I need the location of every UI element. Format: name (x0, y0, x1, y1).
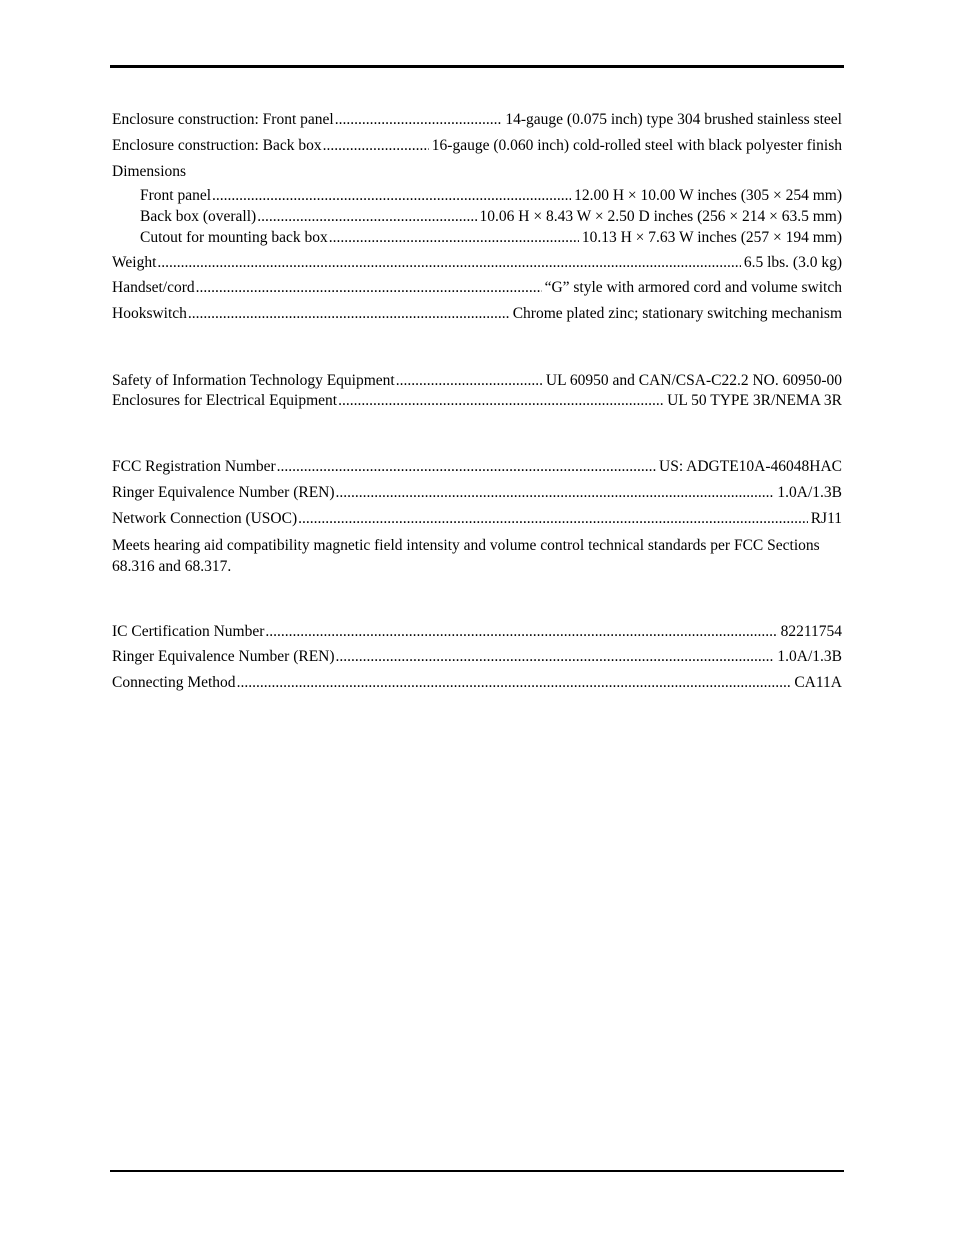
spec-label: Front panel (140, 187, 212, 204)
spec-row-dim-cutout (140, 228, 842, 248)
spec-label: Connecting Method (112, 674, 236, 691)
spec-row-hookswitch (112, 304, 842, 324)
spec-row-connecting (112, 673, 842, 693)
spec-value: US: ADGTE10A-46048HAC (659, 458, 842, 475)
spec-value: 10.13 H × 7.63 W inches (257 × 194 mm) (581, 229, 842, 246)
leader-dots (196, 278, 542, 298)
hac-note: Meets hearing aid compatibility magnetic field intensity and volume control technical standards per FCC Sections 68.316 and 68.317. (112, 537, 820, 575)
spec-row-weight (112, 253, 842, 273)
spec-row-enclosures (112, 391, 842, 411)
spec-row-ic-certification (112, 622, 842, 642)
spec-value: 10.06 H × 8.43 W × 2.50 D inches (256 × 214 × 63.5 mm) (479, 208, 842, 225)
spec-value: UL 60950 and CAN/CSA-C22.2 NO. 60950-00 (545, 372, 842, 389)
spec-row-back-box (112, 136, 842, 156)
leader-dots (237, 673, 792, 693)
spec-label: Hookswitch (112, 305, 187, 322)
spec-value: 16-gauge (0.060 inch) cold-rolled steel with black polyester finish (431, 137, 842, 154)
spec-label: Cutout for mounting back box (140, 229, 328, 246)
spec-row-network (112, 509, 842, 529)
leader-dots (212, 186, 571, 206)
spec-label: Enclosure construction: Front panel (112, 111, 334, 128)
spec-value: 14-gauge (0.075 inch) type 304 brushed stainless steel (505, 111, 842, 128)
spec-row-safety-it (112, 371, 842, 391)
dimensions-heading: Dimensions (112, 163, 187, 180)
leader-dots (257, 207, 476, 227)
leader-dots (298, 509, 808, 529)
spec-label: Ringer Equivalence Number (REN) (112, 648, 335, 665)
spec-value: Chrome plated zinc; stationary switching mechanism (512, 305, 842, 322)
spec-row-fcc-ren (112, 483, 842, 503)
spec-label: Enclosure construction: Back box (112, 137, 322, 154)
spec-label: Enclosures for Electrical Equipment (112, 392, 338, 409)
spec-row-fcc-registration (112, 457, 842, 477)
leader-dots (323, 136, 429, 156)
leader-dots (396, 371, 543, 391)
leader-dots (336, 647, 775, 667)
spec-value: 1.0A/1.3B (777, 648, 842, 665)
spec-label: Network Connection (USOC) (112, 510, 298, 527)
spec-row-ic-ren (112, 647, 842, 667)
spec-row-dim-back-box (140, 207, 842, 227)
spec-label: FCC Registration Number (112, 458, 276, 475)
header-rule (110, 65, 844, 68)
spec-label: Ringer Equivalence Number (REN) (112, 484, 335, 501)
spec-value: 12.00 H × 10.00 W inches (305 × 254 mm) (574, 187, 842, 204)
spec-row-dim-front-panel (140, 186, 842, 206)
footer-rule (110, 1170, 844, 1172)
leader-dots (329, 228, 579, 248)
leader-dots (188, 304, 510, 324)
leader-dots (335, 110, 503, 130)
spec-value: 1.0A/1.3B (777, 484, 842, 501)
leader-dots (265, 622, 777, 642)
spec-row-handset (112, 278, 842, 298)
spec-label: Back box (overall) (140, 208, 257, 225)
spec-value: CA11A (794, 674, 842, 691)
spec-value: “G” style with armored cord and volume switch (544, 279, 842, 296)
spec-label: Safety of Information Technology Equipment (112, 372, 395, 389)
leader-dots (157, 253, 740, 273)
leader-dots (338, 391, 664, 411)
spec-label: IC Certification Number (112, 623, 265, 640)
spec-value: 82211754 (780, 623, 842, 640)
spec-label: Weight (112, 254, 157, 271)
spec-value: 6.5 lbs. (3.0 kg) (743, 254, 842, 271)
spec-label: Handset/cord (112, 279, 195, 296)
spec-value: RJ11 (810, 510, 842, 527)
leader-dots (336, 483, 775, 503)
spec-value: UL 50 TYPE 3R/NEMA 3R (667, 392, 842, 409)
spec-row-front-panel (112, 110, 842, 130)
leader-dots (277, 457, 656, 477)
